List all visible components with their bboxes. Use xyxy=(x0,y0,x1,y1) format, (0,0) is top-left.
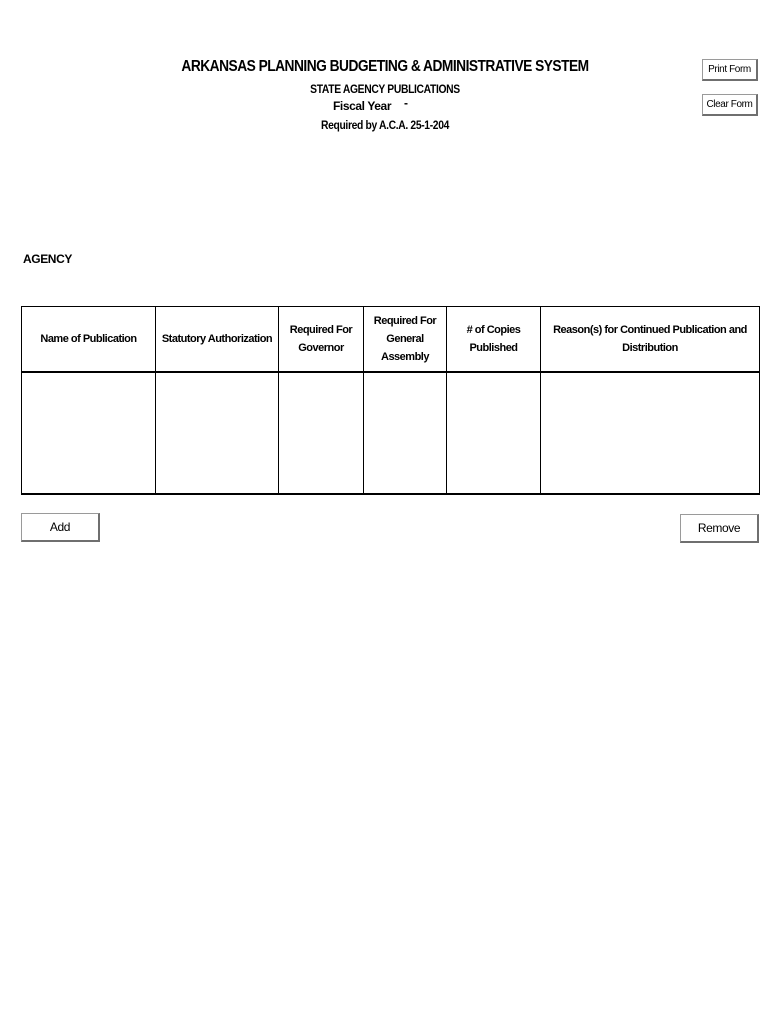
clear-form-button[interactable]: Clear Form xyxy=(702,94,758,116)
publication-name-cell[interactable] xyxy=(22,372,156,494)
column-header-required-for-governor: Required For Governor xyxy=(279,307,364,373)
table-row xyxy=(22,372,760,494)
statutory-authorization-cell[interactable] xyxy=(156,372,279,494)
column-header-statutory-authorization: Statutory Authorization xyxy=(156,307,279,373)
column-header-reasons: Reason(s) for Continued Publication and Distribution xyxy=(541,307,760,373)
table-header-row xyxy=(22,307,760,373)
agency-label: AGENCY xyxy=(23,252,72,266)
copies-published-cell[interactable] xyxy=(447,372,541,494)
print-form-button[interactable]: Print Form xyxy=(702,59,758,81)
required-for-general-assembly-cell[interactable] xyxy=(364,372,447,494)
page-title: ARKANSAS PLANNING BUDGETING & ADMINISTRATIVE SYSTEM xyxy=(181,58,589,75)
publications-table xyxy=(21,306,760,495)
reasons-cell[interactable] xyxy=(541,372,760,494)
remove-row-button[interactable]: Remove xyxy=(680,514,759,543)
fiscal-year-label: Fiscal Year xyxy=(333,99,392,113)
fiscal-year-separator: - xyxy=(404,96,408,110)
add-row-button[interactable]: Add xyxy=(21,513,100,542)
required-for-governor-cell[interactable] xyxy=(279,372,364,494)
required-by-statute: Required by A.C.A. 25-1-204 xyxy=(321,118,449,132)
column-header-required-for-general-assembly: Required For General Assembly xyxy=(364,307,447,373)
column-header-name-of-publication: Name of Publication xyxy=(22,307,156,373)
page-subtitle: STATE AGENCY PUBLICATIONS xyxy=(310,82,460,96)
column-header-copies-published: # of Copies Published xyxy=(447,307,541,373)
